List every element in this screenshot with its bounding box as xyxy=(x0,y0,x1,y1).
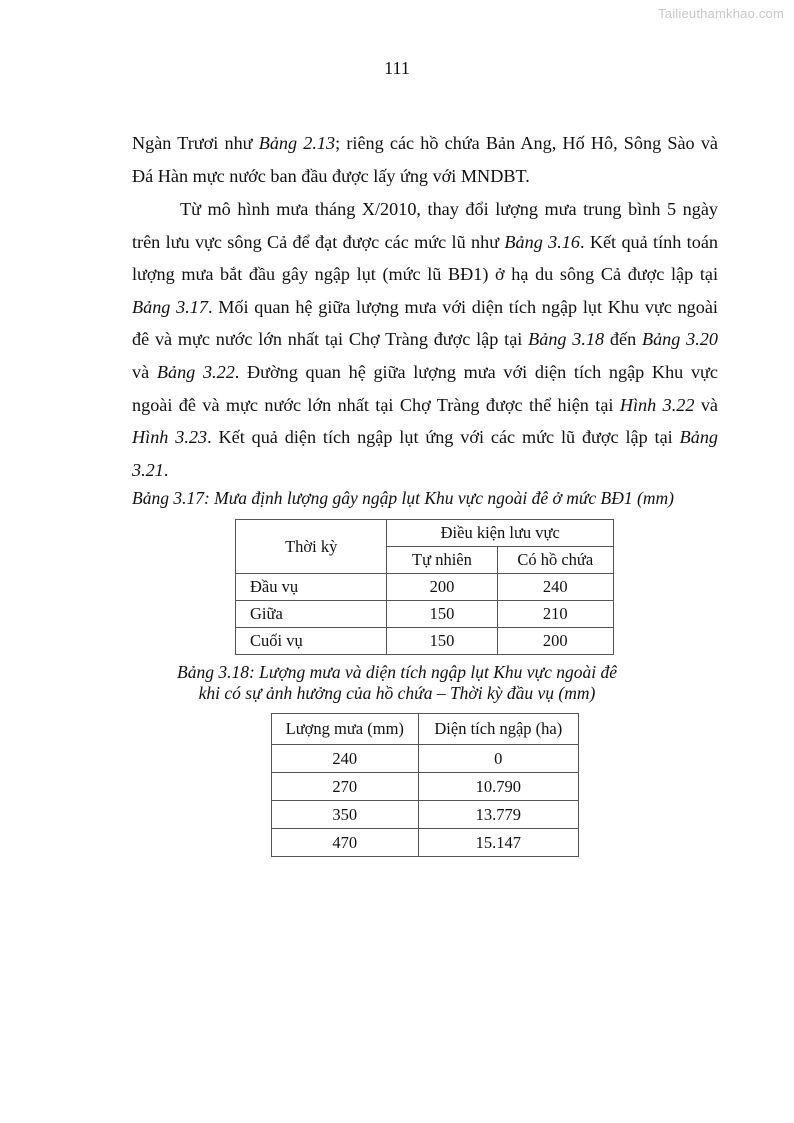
header-basin-condition: Điều kiện lưu vực xyxy=(387,520,614,547)
cell-area: 13.779 xyxy=(418,801,578,829)
cell-natural: 200 xyxy=(387,574,497,601)
cell-area: 10.790 xyxy=(418,773,578,801)
figure-reference: Hình 3.22 xyxy=(619,394,695,415)
header-period: Thời kỳ xyxy=(236,520,387,574)
text: và xyxy=(132,361,157,382)
table-3-17 xyxy=(235,519,614,655)
header-rainfall: Lượng mưa (mm) xyxy=(272,714,419,745)
table-row xyxy=(272,745,579,773)
text: Ngàn Trươi như xyxy=(132,133,259,153)
text: . xyxy=(163,459,169,480)
header-flooded-area: Diện tích ngập (ha) xyxy=(418,714,578,745)
watermark: Tailieuthamkhao.com xyxy=(658,6,784,21)
table-row xyxy=(272,829,579,857)
table-3-18-caption xyxy=(0,662,794,704)
cell-reservoir: 200 xyxy=(497,628,614,655)
text: ; riêng các hồ chứa Bản Ang, Hố Hô, Sông Sào và Đá Hàn mực nước ban đầu được lấy ứng với MNDBT. xyxy=(132,133,718,186)
cell-reservoir: 210 xyxy=(497,601,614,628)
table-row xyxy=(272,801,579,829)
text: và xyxy=(694,394,718,415)
table-reference: Bảng 3.21 xyxy=(132,427,719,480)
cell-period: Cuối vụ xyxy=(236,628,387,655)
paragraph-1 xyxy=(132,127,718,192)
cell-area: 15.147 xyxy=(418,829,578,857)
cell-rainfall: 270 xyxy=(272,773,419,801)
text: . Mối quan hệ giữa lượng mưa với diện tích ngập lụt Khu vực ngoài đê và mực nước lớn nhất tại Chợ Tràng được lập tại xyxy=(132,296,718,350)
cell-natural: 150 xyxy=(387,601,497,628)
table-reference: Bảng 3.20 xyxy=(641,329,718,350)
paragraph-2 xyxy=(132,193,718,486)
caption-line-2: khi có sự ảnh hưởng của hồ chứa – Thời kỳ đầu vụ (mm) xyxy=(198,683,596,703)
table-reference: Bảng 3.18 xyxy=(528,329,605,350)
cell-area: 0 xyxy=(418,745,578,773)
header-natural: Tự nhiên xyxy=(387,547,497,574)
text: Từ mô hình mưa tháng X/2010, thay đổi lượng mưa trung bình 5 ngày trên lưu vực sông Cả để đạt được các mức lũ như xyxy=(132,199,718,252)
text: . Đường quan hệ giữa lượng mưa với diện tích ngập Khu vực ngoài đê và mực nước lớn nhất tại Chợ Tràng được thể hiện tại xyxy=(132,361,718,415)
figure-reference: Hình 3.23 xyxy=(132,427,208,448)
table-row xyxy=(272,773,579,801)
cell-rainfall: 240 xyxy=(272,745,419,773)
table-header-row xyxy=(272,714,579,745)
table-reference: Bảng 3.17 xyxy=(132,296,208,317)
cell-natural: 150 xyxy=(387,628,497,655)
table-row xyxy=(236,628,614,655)
header-with-reservoir: Có hồ chứa xyxy=(497,547,614,574)
text: . Kết quả tính toán lượng mưa bắt đầu gây ngập lụt (mức lũ BĐ1) ở hạ du sông Cả được lập tại xyxy=(132,231,718,285)
table-3-17-caption: Bảng 3.17: Mưa định lượng gây ngập lụt Khu vực ngoài đê ở mức BĐ1 (mm) xyxy=(132,488,674,508)
page-number: 111 xyxy=(384,58,410,78)
table-reference: Bảng 3.16 xyxy=(504,231,580,252)
text: đến xyxy=(604,329,642,350)
text: . Kết quả diện tích ngập lụt ứng với các mức lũ được lập tại xyxy=(207,427,680,448)
cell-period: Đầu vụ xyxy=(236,574,387,601)
table-row xyxy=(236,574,614,601)
cell-reservoir: 240 xyxy=(497,574,614,601)
table-3-18 xyxy=(271,713,579,857)
table-row xyxy=(236,601,614,628)
cell-period: Giữa xyxy=(236,601,387,628)
table-reference: Bảng 3.22 xyxy=(156,361,235,382)
caption-line-1: Bảng 3.18: Lượng mưa và diện tích ngập lụt Khu vực ngoài đê xyxy=(177,662,617,682)
table-reference: Bảng 2.13 xyxy=(258,133,336,153)
cell-rainfall: 470 xyxy=(272,829,419,857)
cell-rainfall: 350 xyxy=(272,801,419,829)
table-header-row xyxy=(236,520,614,547)
